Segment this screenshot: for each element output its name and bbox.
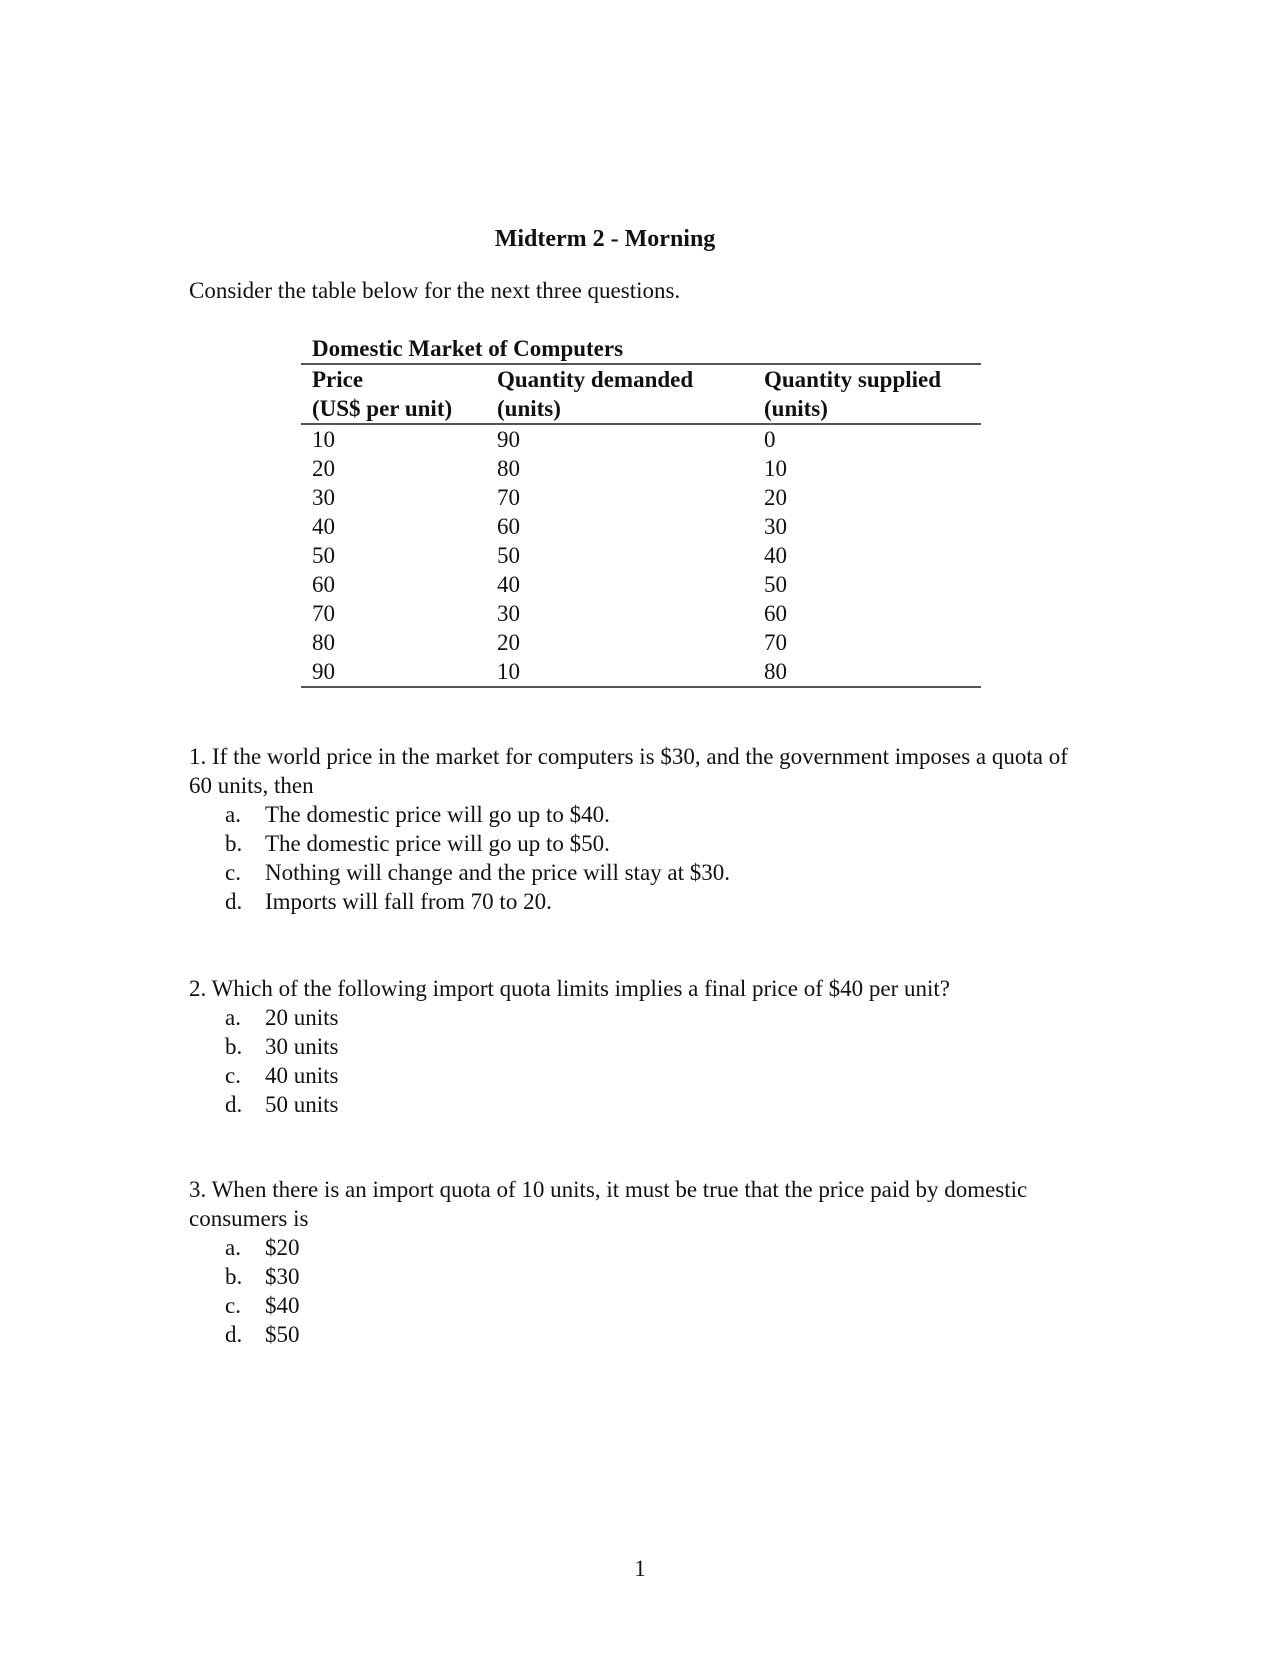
option-text: $20 <box>265 1235 300 1260</box>
cell-demanded: 30 <box>497 601 520 626</box>
cell-supplied: 40 <box>764 543 787 568</box>
option-letter: b. <box>225 1034 243 1059</box>
cell-price: 90 <box>312 659 335 684</box>
cell-supplied: 70 <box>764 630 787 655</box>
table-caption: Domestic Market of Computers <box>312 336 624 361</box>
answer-option <box>225 1003 1089 1032</box>
table-header-row <box>301 364 981 394</box>
cell-price: 10 <box>312 427 335 452</box>
question-1 <box>189 742 1089 916</box>
answer-option <box>225 1233 1089 1262</box>
answer-option <box>225 1090 1089 1119</box>
table-row <box>301 541 981 570</box>
option-text: 20 units <box>265 1005 339 1030</box>
table-row <box>301 570 981 599</box>
cell-price: 50 <box>312 543 335 568</box>
cell-demanded: 80 <box>497 456 520 481</box>
intro-text: Consider the table below for the next three questions. <box>189 278 681 303</box>
answer-options <box>189 800 1089 916</box>
option-text: 50 units <box>265 1092 339 1117</box>
option-letter: d. <box>225 1092 243 1117</box>
table-row <box>301 512 981 541</box>
question-2 <box>189 974 1089 1119</box>
answer-option <box>225 829 1089 858</box>
cell-supplied: 80 <box>764 659 787 684</box>
header-price-unit: (US$ per unit) <box>301 394 486 424</box>
page-title: Midterm 2 - Morning <box>494 226 716 252</box>
cell-price: 40 <box>312 514 335 539</box>
answer-options <box>189 1233 1089 1349</box>
market-table <box>301 363 981 688</box>
table-row <box>301 599 981 628</box>
cell-supplied: 60 <box>764 601 787 626</box>
header-demanded-unit: (units) <box>486 394 753 424</box>
answer-option <box>225 1320 1089 1349</box>
option-letter: d. <box>225 1322 243 1347</box>
cell-demanded: 10 <box>497 659 520 684</box>
cell-supplied: 10 <box>764 456 787 481</box>
answer-option <box>225 1061 1089 1090</box>
table-row <box>301 483 981 512</box>
option-text: $40 <box>265 1293 300 1318</box>
cell-supplied: 30 <box>764 514 787 539</box>
cell-supplied: 50 <box>764 572 787 597</box>
table-row <box>301 628 981 657</box>
option-text: The domestic price will go up to $40. <box>265 802 610 827</box>
cell-demanded: 90 <box>497 427 520 452</box>
cell-supplied: 20 <box>764 485 787 510</box>
option-letter: c. <box>225 860 241 885</box>
market-table-section <box>301 334 981 688</box>
option-letter: a. <box>225 802 241 827</box>
answer-option <box>225 887 1089 916</box>
table-row <box>301 657 981 687</box>
table-header-units-row <box>301 394 981 424</box>
option-text: Nothing will change and the price will stay at $30. <box>265 860 730 885</box>
answer-option <box>225 1291 1089 1320</box>
cell-demanded: 60 <box>497 514 520 539</box>
header-quantity-demanded: Quantity demanded <box>497 367 694 392</box>
question-text: 2. Which of the following import quota limits implies a final price of $40 per unit? <box>189 976 950 1001</box>
header-supplied-unit: (units) <box>753 394 981 424</box>
option-letter: a. <box>225 1005 241 1030</box>
header-quantity-supplied: Quantity supplied <box>764 367 942 392</box>
table-row <box>301 454 981 483</box>
cell-price: 70 <box>312 601 335 626</box>
option-text: 30 units <box>265 1034 339 1059</box>
cell-demanded: 70 <box>497 485 520 510</box>
header-price: Price <box>312 367 364 392</box>
cell-price: 80 <box>312 630 335 655</box>
table-row <box>301 424 981 454</box>
option-text: Imports will fall from 70 to 20. <box>265 889 552 914</box>
option-text: 40 units <box>265 1063 339 1088</box>
answer-option <box>225 858 1089 887</box>
option-text: $30 <box>265 1264 300 1289</box>
cell-price: 60 <box>312 572 335 597</box>
cell-demanded: 20 <box>497 630 520 655</box>
cell-supplied: 0 <box>764 427 776 452</box>
option-letter: c. <box>225 1063 241 1088</box>
cell-demanded: 40 <box>497 572 520 597</box>
option-letter: d. <box>225 889 243 914</box>
answer-option <box>225 1262 1089 1291</box>
option-text: The domestic price will go up to $50. <box>265 831 610 856</box>
option-letter: a. <box>225 1235 241 1260</box>
question-3 <box>189 1175 1089 1349</box>
cell-price: 30 <box>312 485 335 510</box>
option-letter: b. <box>225 1264 243 1289</box>
question-text: 3. When there is an import quota of 10 units, it must be true that the price paid by domestic consumers is <box>189 1177 1028 1231</box>
option-letter: b. <box>225 831 243 856</box>
page-number: 1 <box>634 1556 646 1581</box>
answer-option <box>225 800 1089 829</box>
answer-options <box>189 1003 1089 1119</box>
option-text: $50 <box>265 1322 300 1347</box>
question-text: 1. If the world price in the market for computers is $30, and the government imposes a quota of 60 units, then <box>189 744 1068 798</box>
answer-option <box>225 1032 1089 1061</box>
cell-price: 20 <box>312 456 335 481</box>
option-letter: c. <box>225 1293 241 1318</box>
cell-demanded: 50 <box>497 543 520 568</box>
